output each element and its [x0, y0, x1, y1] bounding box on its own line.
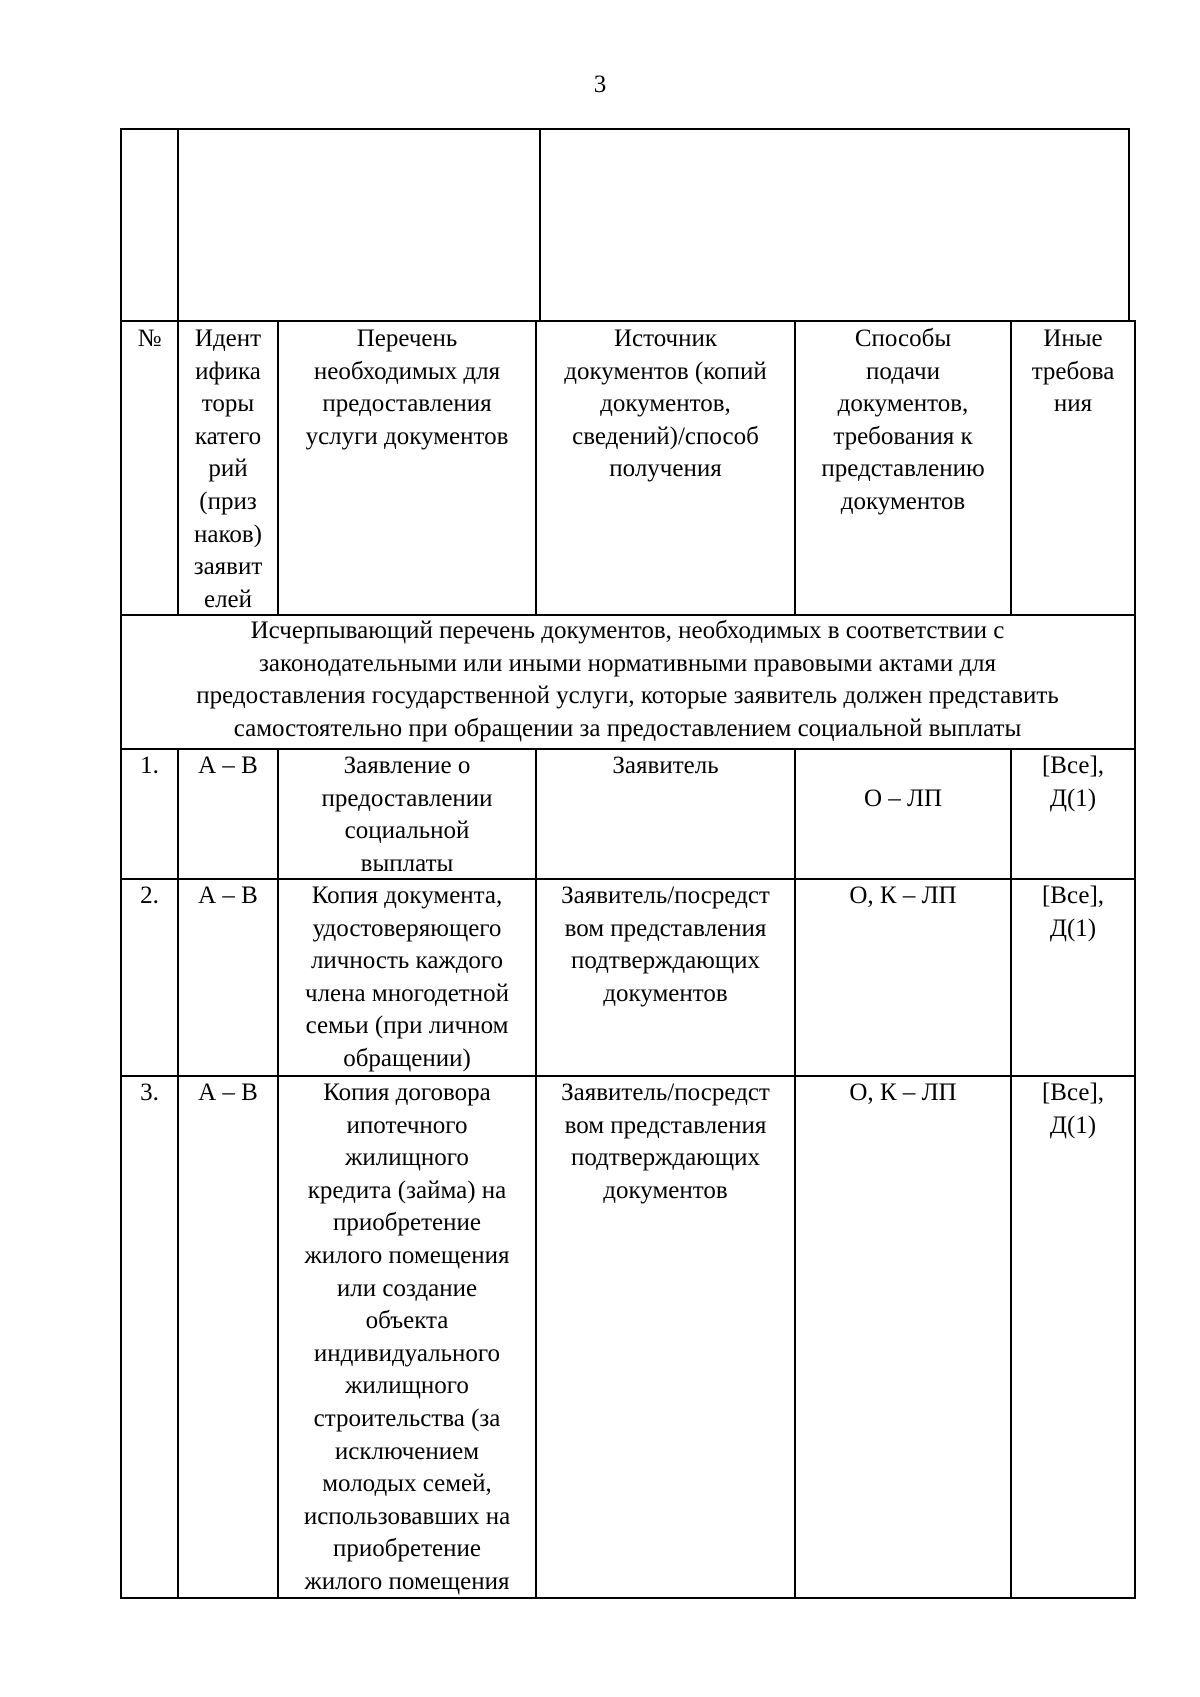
row-other: [Все], Д(1) — [1041, 882, 1105, 942]
page-number: 3 — [593, 71, 607, 98]
row-category: А – В — [198, 882, 258, 909]
row-document: Копия договора ипотечного жилищного кредита (займа) на приобретение жилого помещения или создание объекта индивидуального жилищного строительства (за исключением молодых семей, использовавших на приобретение жилого помещения — [303, 1079, 511, 1595]
header-documents: Перечень необходимых для предоставления услуги документов — [305, 325, 509, 450]
row-number: 2. — [140, 882, 159, 909]
table-bottom-rule — [120, 1597, 1136, 1599]
row-category: А – В — [198, 752, 258, 779]
col4-border-body — [794, 748, 796, 1599]
row-other: [Все], Д(1) — [1041, 752, 1105, 812]
row-source: Заявитель/посредст вом представления подтверждающих документов — [561, 1079, 770, 1204]
header-source: Источник документов (копий документов, сведений)/способ получения — [564, 325, 767, 483]
row-document: Заявление о предоставлении социальной выплаты — [321, 752, 493, 877]
upper-right-border — [1128, 128, 1130, 322]
header-category: Идент ифика торы катего рий (приз наков) заявит елей — [193, 325, 263, 613]
row-source: Заявитель/посредст вом представления подтверждающих документов — [561, 882, 770, 1007]
row-document: Копия документа, удостоверяющего личность каждого члена многодетной семьи (при личном обращении) — [305, 882, 509, 1072]
row-source: Заявитель — [612, 752, 719, 779]
top-border — [120, 128, 1130, 130]
row-submission: О – ЛП — [863, 785, 943, 812]
row-submission: О, К – ЛП — [849, 882, 957, 909]
header-submission: Способы подачи документов, требования к представлению документов — [821, 325, 985, 515]
header-top-rule — [120, 320, 1136, 322]
header-number: № — [137, 325, 162, 352]
row-other: [Все], Д(1) — [1041, 1079, 1105, 1139]
upper-divider — [539, 128, 541, 322]
section-heading: Исчерпывающий перечень документов, необходимых в соответствии с законодательными или иными нормативными правовыми актами для предоставления государственной услуги, которые заявитель должен представить самостоятельно при обращении за предоставлением социальной выплаты — [196, 617, 1059, 742]
col1-border-lower — [177, 748, 179, 1599]
row-number: 3. — [140, 1079, 159, 1106]
row-category: А – В — [198, 1079, 258, 1106]
row-number: 1. — [140, 752, 159, 779]
col5-border-body — [1010, 748, 1012, 1599]
right-border — [1134, 320, 1136, 1599]
row-submission: О, К – ЛП — [849, 1079, 957, 1106]
header-other: Иные требова ния — [1031, 325, 1115, 418]
